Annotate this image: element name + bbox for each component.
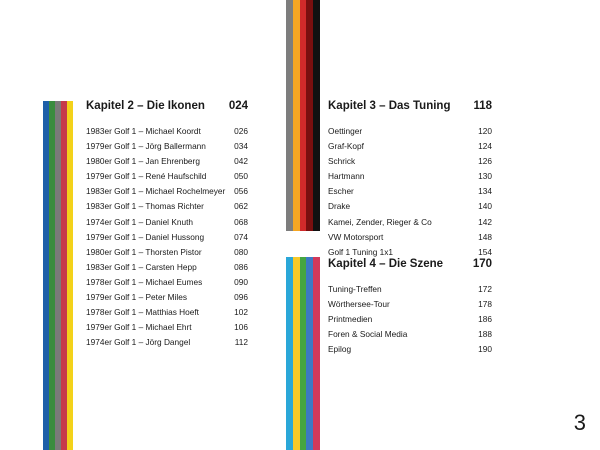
toc-entry-label: Tuning-Treffen — [328, 284, 382, 294]
toc-entry-label: Foren & Social Media — [328, 329, 408, 340]
toc-entry[interactable] — [328, 327, 492, 342]
toc-entry-label: Printmedien — [328, 314, 373, 325]
toc-entry-label: 1983er Golf 1 – Carsten Hepp — [86, 261, 197, 272]
toc-entry-label: 1978er Golf 1 – Matthias Hoeft — [86, 307, 199, 318]
toc-entry-label: 1980er Golf 1 – Jan Ehrenberg — [86, 156, 200, 167]
toc-entry-page: 130 — [478, 171, 492, 182]
toc-entry[interactable] — [86, 275, 248, 290]
toc-entry[interactable] — [328, 169, 492, 184]
toc-entry[interactable] — [328, 154, 492, 169]
toc-entry-label: 1979er Golf 1 – Jörg Ballermann — [86, 141, 206, 152]
toc-entry-page: 090 — [234, 276, 248, 287]
toc-list — [328, 282, 492, 357]
toc-entry-label: 1979er Golf 1 – Michael Ehrt — [86, 322, 192, 333]
toc-entry-page: 068 — [234, 216, 248, 227]
toc-entry[interactable] — [86, 169, 248, 184]
toc-entry[interactable] — [86, 260, 248, 275]
color-stripes-bottom — [286, 257, 320, 450]
toc-entry-page: 154 — [478, 246, 492, 257]
toc-entry-page: 086 — [234, 261, 248, 272]
toc-entry-label: Graf-Kopf — [328, 141, 364, 152]
toc-list — [328, 124, 492, 260]
toc-list — [86, 124, 248, 350]
toc-entry-label: Epilog — [328, 344, 352, 355]
chapter-title: Kapitel 2 – Die Ikonen — [86, 100, 205, 112]
toc-entry-page: 124 — [478, 141, 492, 152]
toc-entry-label: 1974er Golf 1 – Jörg Dangel — [86, 337, 191, 348]
toc-entry-page: 126 — [478, 156, 492, 167]
toc-entry-page: 080 — [234, 246, 248, 257]
toc-entry-label: 1979er Golf 1 – René Haufschild — [86, 171, 207, 182]
toc-entry[interactable] — [86, 215, 248, 230]
toc-entry-label: 1983er Golf 1 – Thomas Richter — [86, 201, 204, 212]
toc-entry[interactable] — [86, 320, 248, 335]
toc-entry[interactable] — [86, 305, 248, 320]
toc-entry-page: 102 — [234, 307, 248, 318]
toc-entry-label: Golf 1 Tuning 1x1 — [328, 246, 394, 257]
toc-entry[interactable] — [86, 124, 248, 139]
color-stripe — [293, 257, 300, 450]
toc-entry-label: Drake — [328, 201, 351, 212]
toc-entry[interactable] — [86, 230, 248, 245]
toc-entry[interactable] — [328, 342, 492, 357]
toc-entry-label: Kamei, Zender, Rieger & Co — [328, 216, 432, 227]
toc-entry-page: 142 — [478, 216, 492, 227]
toc-entry-page: 074 — [234, 231, 248, 242]
color-stripes-top — [286, 0, 320, 231]
toc-entry-label: VW Motorsport — [328, 231, 384, 242]
toc-entry[interactable] — [86, 245, 248, 260]
toc-entry-page: 042 — [234, 156, 248, 167]
toc-entry[interactable] — [86, 154, 248, 169]
toc-entry-page: 062 — [234, 201, 248, 212]
toc-entry-page: 140 — [478, 201, 492, 212]
chapter-title: Kapitel 4 – Die Szene — [328, 258, 444, 270]
toc-entry-page: 050 — [234, 171, 248, 182]
toc-entry[interactable] — [328, 230, 492, 245]
toc-entry-page: 034 — [234, 141, 248, 152]
chapter-heading[interactable] — [328, 100, 492, 112]
toc-entry[interactable] — [328, 297, 492, 312]
toc-entry-page: 096 — [234, 292, 248, 303]
color-stripe — [293, 0, 300, 231]
toc-entry[interactable] — [328, 124, 492, 139]
toc-entry-page: 120 — [478, 126, 492, 136]
toc-entry-page: 148 — [478, 231, 492, 242]
toc-entry-page: 134 — [478, 186, 492, 197]
toc-entry-label: 1980er Golf 1 – Thorsten Pistor — [86, 246, 202, 257]
toc-entry-label: Oettinger — [328, 126, 363, 136]
toc-entry-label: Wörthersee-Tour — [328, 299, 390, 310]
toc-entry-label: Schrick — [328, 156, 356, 167]
toc-entry[interactable] — [86, 199, 248, 214]
toc-entry-page: 106 — [234, 322, 248, 333]
toc-entry[interactable] — [328, 282, 492, 297]
toc-entry-page: 172 — [478, 284, 492, 294]
toc-entry[interactable] — [328, 199, 492, 214]
chapter-page: 118 — [473, 100, 492, 112]
toc-entry-page: 190 — [478, 344, 492, 355]
color-stripe — [313, 0, 320, 231]
color-stripe — [300, 257, 307, 450]
color-stripe — [286, 257, 293, 450]
color-stripes-left — [43, 101, 73, 450]
toc-entry-page: 178 — [478, 299, 492, 310]
toc-entry-page: 186 — [478, 314, 492, 325]
toc-entry-label: 1974er Golf 1 – Daniel Knuth — [86, 216, 194, 227]
toc-entry-label: 1979er Golf 1 – Daniel Hussong — [86, 231, 205, 242]
toc-entry[interactable] — [86, 335, 248, 350]
toc-entry-label: Hartmann — [328, 171, 365, 182]
toc-entry-page: 026 — [234, 126, 248, 136]
color-stripe — [67, 101, 73, 450]
chapter-page: 024 — [228, 100, 248, 112]
color-stripe — [313, 257, 320, 450]
toc-entry[interactable] — [86, 290, 248, 305]
chapter-heading[interactable] — [86, 100, 248, 112]
toc-entry-label: 1983er Golf 1 – Michael Rochelmeyer — [86, 186, 226, 197]
toc-entry[interactable] — [328, 312, 492, 327]
toc-entry-label: Escher — [328, 186, 354, 197]
toc-entry-label: 1979er Golf 1 – Peter Miles — [86, 292, 187, 303]
color-stripe — [306, 257, 313, 450]
color-stripe — [286, 0, 293, 231]
toc-entry[interactable] — [328, 139, 492, 154]
toc-entry[interactable] — [86, 139, 248, 154]
toc-entry[interactable] — [328, 184, 492, 199]
toc-entry-label: 1983er Golf 1 – Michael Koordt — [86, 126, 201, 136]
chapter-heading[interactable] — [328, 258, 492, 270]
toc-entry-page: 112 — [234, 337, 248, 348]
color-stripe — [306, 0, 313, 231]
chapter-title: Kapitel 3 – Das Tuning — [328, 100, 451, 112]
toc-entry[interactable] — [328, 215, 492, 230]
toc-entry[interactable] — [86, 184, 248, 199]
color-stripe — [300, 0, 307, 231]
toc-entry-label: 1978er Golf 1 – Michael Eumes — [86, 276, 203, 287]
page-number: 3 — [573, 410, 586, 435]
chapter-page: 170 — [472, 258, 492, 270]
toc-entry-page: 188 — [478, 329, 492, 340]
toc-entry-page: 056 — [234, 186, 248, 197]
